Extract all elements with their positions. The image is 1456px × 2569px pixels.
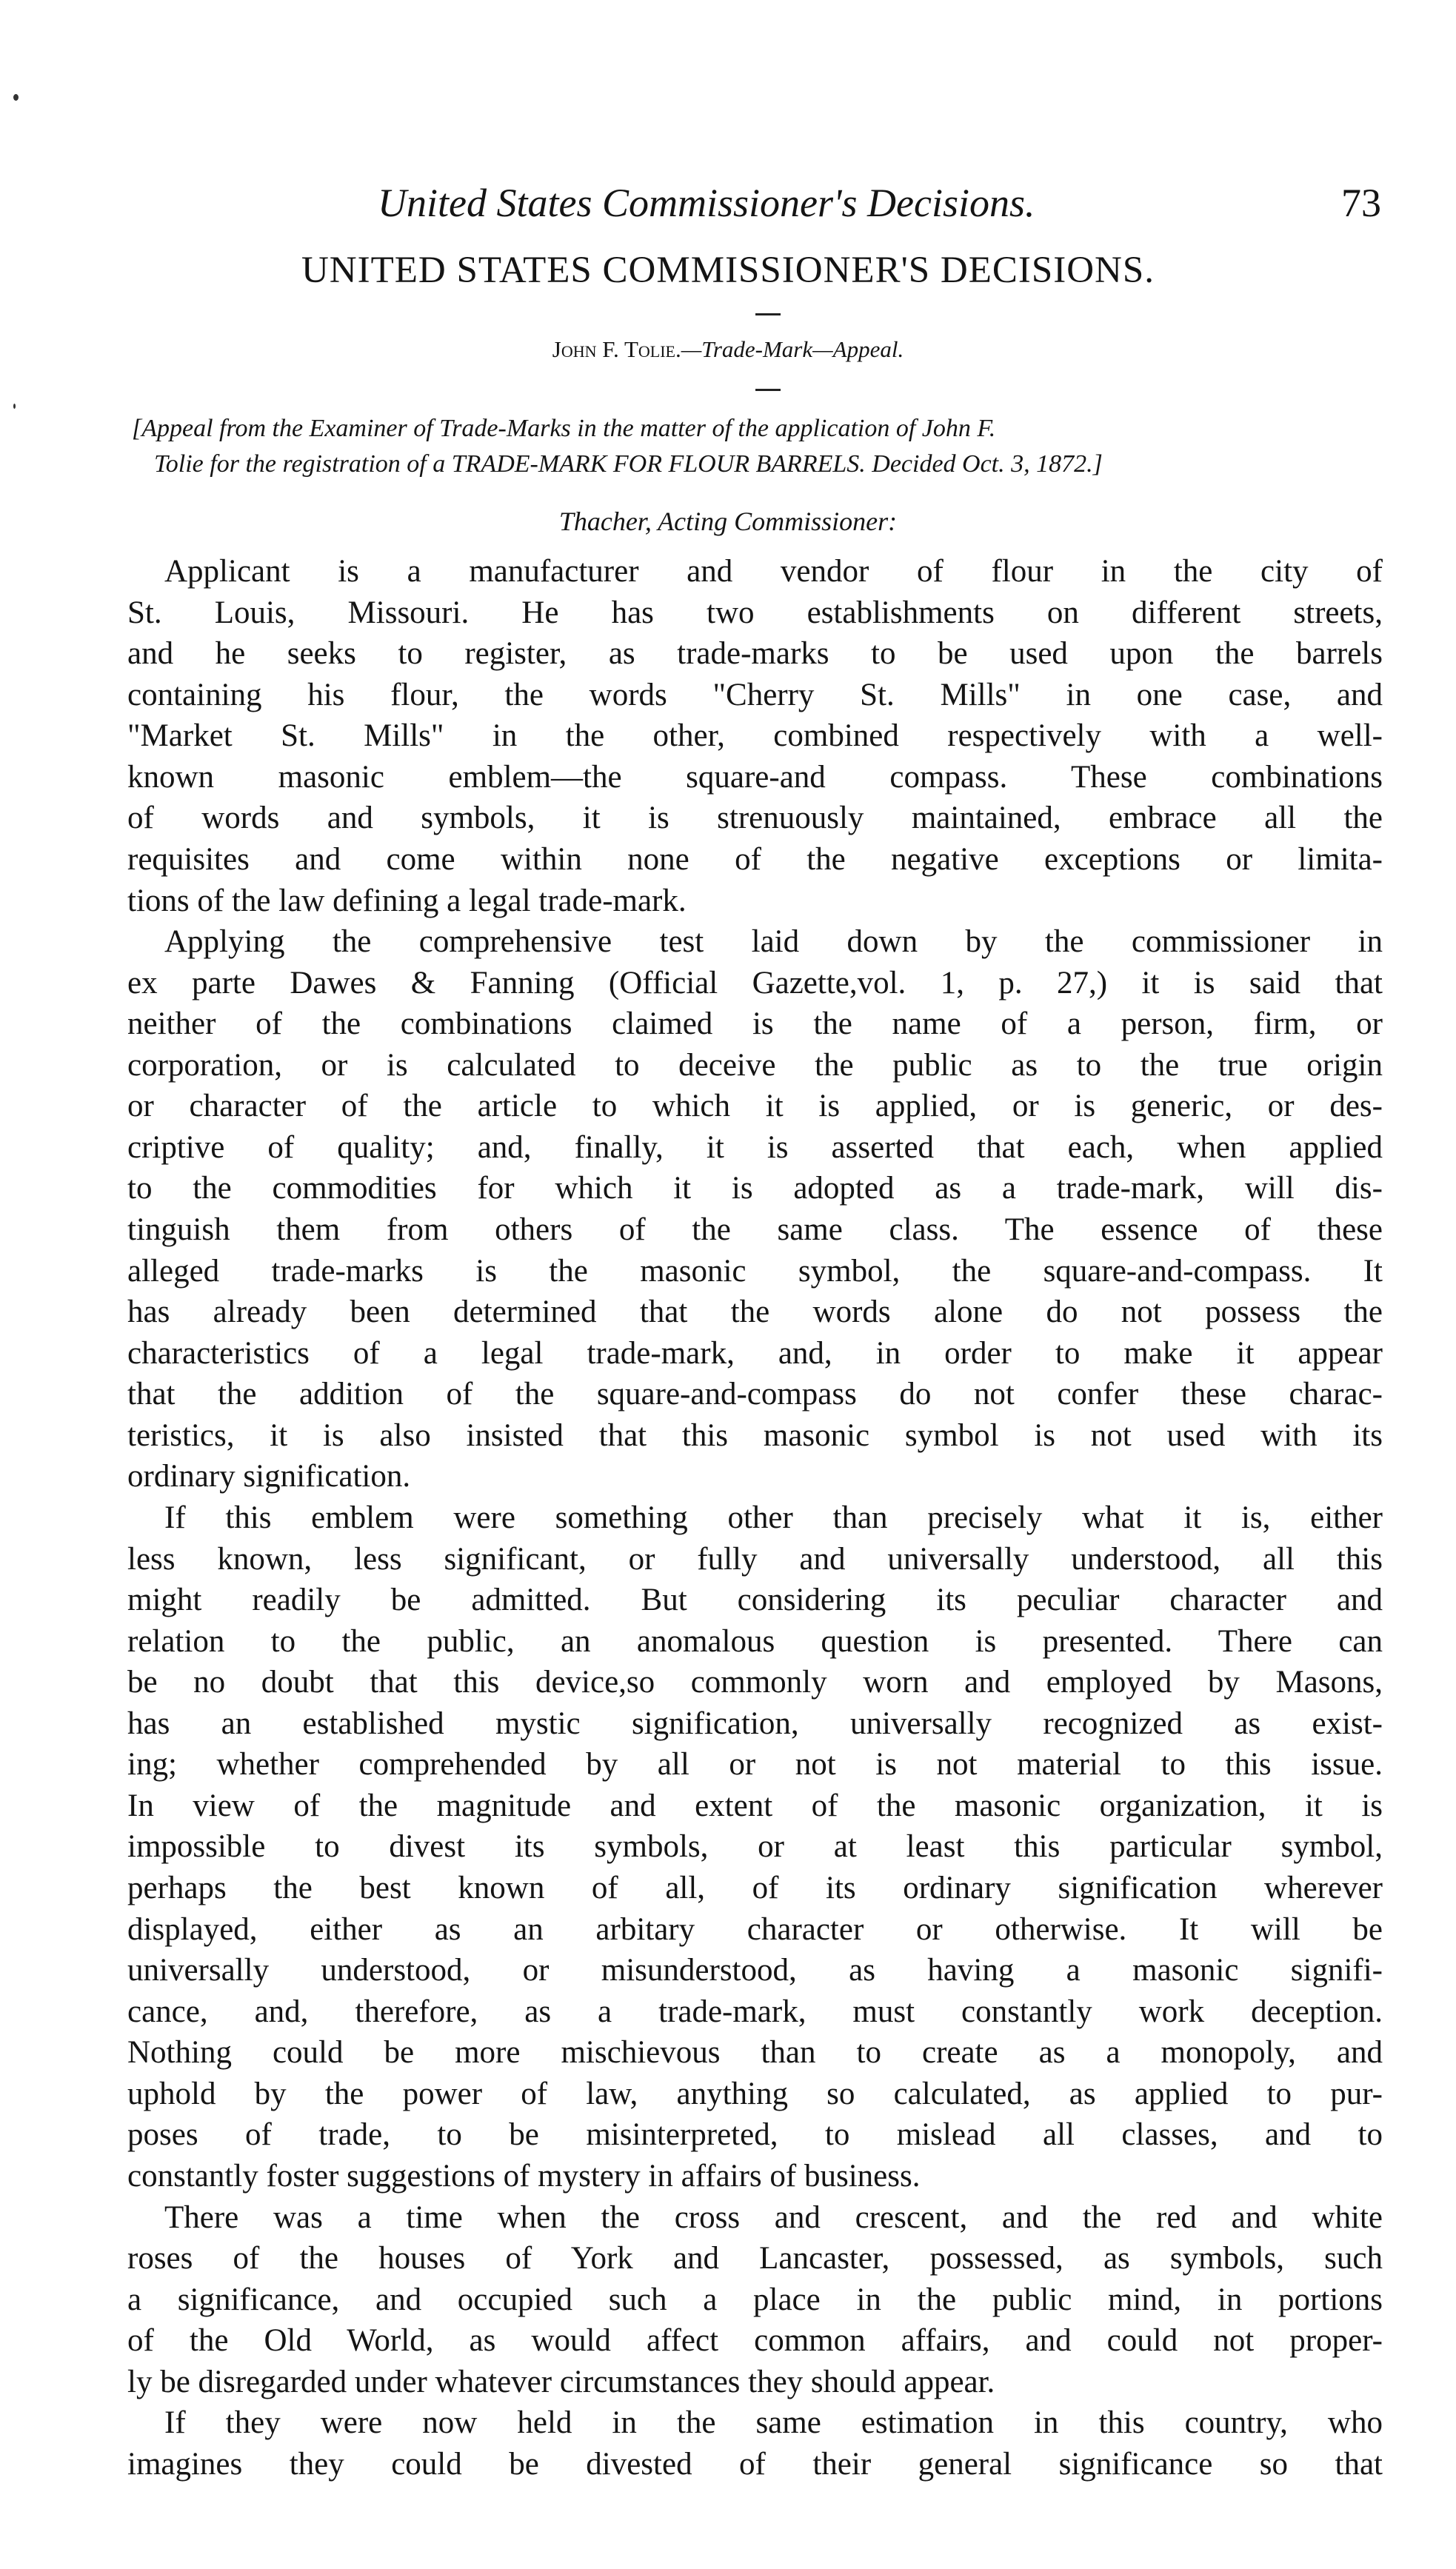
paragraph: [127, 921, 1383, 1497]
text-line: tions of the law defining a legal trade-mark.: [127, 883, 687, 918]
text-line: poses of trade, to be misinterpreted, to mislead all classes, and to: [127, 2117, 1383, 2153]
text-line: Applicant is a manufacturer and vendor of flour in the city of: [164, 554, 1383, 589]
appeal-note: [132, 411, 1383, 482]
text-line: a significance, and occupied such a place in the public mind, in portions: [127, 2282, 1383, 2317]
text-line: ex parte Dawes & Fanning (Official Gazette,vol. 1, p. 27,) it is said that: [127, 965, 1383, 1000]
text-line: impossible to divest its symbols, or at least this particular symbol,: [127, 1829, 1383, 1865]
text-line: universally understood, or misunderstood, as having a masonic signifi-: [127, 1953, 1383, 1988]
scan-speck: [13, 94, 19, 101]
text-line: of words and symbols, it is strenuously maintained, embrace all the: [127, 801, 1383, 836]
text-line: perhaps the best known of all, of its ordinary signification wherever: [127, 1871, 1383, 1905]
text-line: criptive of quality; and, finally, it is asserted that each, when applied: [127, 1129, 1383, 1165]
text-line: constantly foster suggestions of mystery in affairs of business.: [127, 2158, 921, 2194]
page-title: UNITED STATES COMMISSIONER'S DECISIONS.: [301, 250, 1155, 291]
text-line: Nothing could be more mischievous than to create as a monopoly, and: [127, 2035, 1383, 2071]
text-line: and he seeks to register, as trade-marks to be used upon the barrels: [127, 636, 1383, 672]
paragraph: [127, 2197, 1383, 2403]
text-line: There was a time when the cross and crescent, and the red and white: [164, 2199, 1383, 2235]
paragraph: [127, 1497, 1383, 2197]
text-line: "Market St. Mills" in the other, combined respectively with a well-: [127, 718, 1383, 754]
text-line: less known, less significant, or fully and universally understood, all this: [127, 1541, 1383, 1577]
text-line: containing his flour, the words "Cherry St. Mills" in one case, and: [127, 677, 1383, 712]
text-line: ing; whether comprehended by all or not is not material to this issue.: [127, 1747, 1383, 1783]
text-line: alleged trade-marks is the masonic symbol, the square-and-compass. It: [127, 1253, 1383, 1289]
text-line: corporation, or is calculated to deceive the public as to the true origin: [127, 1047, 1383, 1083]
text-line: relation to the public, an anomalous question is presented. There can: [127, 1623, 1383, 1659]
text-line: or character of the article to which it is applied, or is generic, or des-: [127, 1089, 1383, 1124]
text-line: has already been determined that the words alone do not possess the: [127, 1294, 1383, 1330]
case-rule: [755, 389, 781, 391]
text-line: known masonic emblem—the square-and compass. These combinations: [127, 759, 1383, 795]
text-line: characteristics of a legal trade-mark, and, in order to make it appear: [127, 1335, 1383, 1371]
appeal-note-line: [Appeal from the Examiner of Trade-Marks in the matter of the application of John F.: [132, 415, 996, 442]
text-line: St. Louis, Missouri. He has two establishments on different streets,: [127, 595, 1383, 630]
text-line: to the commodities for which it is adopted as a trade-mark, will dis-: [127, 1171, 1383, 1206]
text-line: teristics, it is also insisted that this masonic symbol is not used with its: [127, 1417, 1383, 1453]
paragraph: [127, 551, 1383, 921]
text-line: neither of the combinations claimed is the name of a person, firm, or: [127, 1006, 1383, 1042]
title-rule: [755, 313, 781, 315]
text-line: In view of the magnitude and extent of the masonic organization, it is: [127, 1788, 1383, 1823]
text-line: tinguish them from others of the same class. The essence of these: [127, 1212, 1383, 1247]
text-line: might readily be admitted. But considering its peculiar character and: [127, 1583, 1383, 1618]
case-heading: [0, 332, 1456, 367]
text-line: ordinary signification.: [127, 1459, 411, 1494]
text-line: requisites and come within none of the negative exceptions or limita-: [127, 841, 1383, 877]
scan-speck: [13, 404, 16, 409]
acting-commissioner: Thacher, Acting Commissioner:: [558, 507, 898, 536]
text-line: roses of the houses of York and Lancaster, possessed, as symbols, such: [127, 2241, 1383, 2276]
decision-body: [127, 551, 1383, 2485]
text-line: has an established mystic signification, universally recognized as exist-: [127, 1706, 1383, 1741]
running-title: United States Commissioner's Decisions.: [378, 181, 1035, 225]
text-line: displayed, either as an arbitary character or otherwise. It will be: [127, 1911, 1383, 1947]
case-description: —Trade-Mark—Appeal.: [681, 336, 904, 362]
running-header: [378, 173, 1381, 233]
text-line: cance, and, therefore, as a trade-mark, must constantly work deception.: [127, 1994, 1383, 2029]
paragraph: [127, 2402, 1383, 2485]
appeal-note-line: Tolie for the registration of a TRADE-MARK FOR FLOUR BARRELS. Decided Oct. 3, 1872.]: [154, 450, 1103, 478]
text-line: If this emblem were something other than precisely what it is, either: [164, 1500, 1383, 1535]
text-line: uphold by the power of law, anything so calculated, as applied to pur-: [127, 2076, 1383, 2111]
text-line: that the addition of the square-and-compass do not confer these charac-: [127, 1377, 1383, 1412]
page-number: 73: [1341, 181, 1381, 225]
text-line: Applying the comprehensive test laid down by the commissioner in: [164, 924, 1383, 960]
text-line: If they were now held in the same estimation in this country, who: [164, 2405, 1383, 2441]
text-line: ly be disregarded under whatever circumstances they should appear.: [127, 2364, 995, 2399]
case-name: John F. Tolie.: [552, 336, 681, 362]
text-line: of the Old World, as would affect common affairs, and could not proper-: [127, 2323, 1383, 2359]
text-line: be no doubt that this device,so commonly worn and employed by Masons,: [127, 1665, 1383, 1700]
text-line: imagines they could be divested of their general significance so that: [127, 2446, 1383, 2482]
